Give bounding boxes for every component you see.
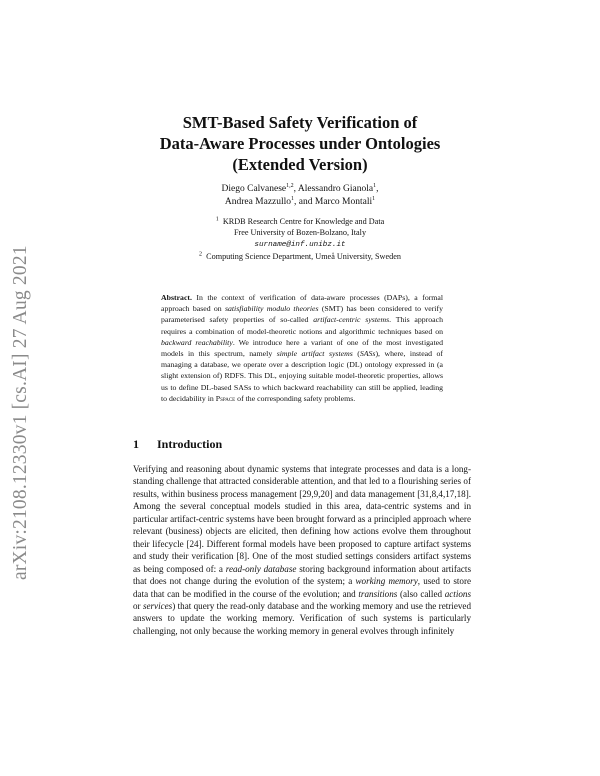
introduction-paragraph: [133, 463, 471, 637]
affiliation-email: surname@inf.unibz.it: [254, 241, 346, 249]
arxiv-identifier-stamp: arXiv:2108.12330v1 [cs.AI] 27 Aug 2021: [10, 245, 31, 580]
section-number: 1: [133, 437, 139, 451]
affiliations: [150, 216, 450, 262]
paragraph-text: storing background information about artifacts that does not change during the evolution of the system; a: [133, 563, 471, 587]
author-name: Andrea Mazzullo: [224, 197, 292, 207]
affiliation-name: Computing Science Department, Umeå University, Sweden: [206, 252, 401, 261]
title-line: (Extended Version): [232, 155, 368, 174]
section-title: Introduction: [157, 437, 223, 451]
author-list: [150, 183, 450, 209]
abstract-text: (SMT) has been considered to verify parameterised safety properties of so-called: [161, 304, 443, 325]
affiliation-line: [150, 238, 450, 251]
paper-title: [150, 112, 450, 175]
affiliation-line: [150, 251, 450, 262]
affiliation-name: KRDB Research Centre for Knowledge and Data: [222, 217, 385, 226]
abstract-emphasis: satisfiability modulo theories: [224, 304, 319, 314]
paragraph-text: or: [133, 600, 143, 611]
title-line: SMT-Based Safety Verification of: [182, 113, 418, 132]
abstract-text: . This approach requires a combination of model-theoretic notions and algorithmic techniques based on: [161, 315, 443, 336]
abstract-text: ), where, instead of managing a database, we operate over a description logic (DL) ontology expressed in (a slight extension of) RDFS. This DL, enjoying suitable model-theoretic properties, allows us to define DL-based SASs to which backward reachability can still be applied, leading to decidability in P: [161, 349, 443, 403]
paragraph-emphasis: services: [142, 600, 173, 611]
paragraph-text: Verifying and reasoning about dynamic systems that integrate processes and data is a long-standing challenge that attracted considerable attention, and that led to a flourishing series of results, within business process management [29,9,20] and data management [31,8,4,17,18]. Among the several conceptual models studied in this area, data-centric systems and in particular artifact-centric systems have been brought forward as a principled approach where relevant (business) objects are elicited, then defining how actions evolve them throughout their lifecycle [24]. Different formal models have been proposed to capture artifact systems and study their verification [8]. One of the most studied settings considers artifact systems as being composed of: a: [133, 464, 471, 574]
affiliation-line: Free University of Bozen-Bolzano, Italy: [233, 228, 367, 237]
author-affiliation-mark: 1: [372, 195, 376, 202]
section-heading: [133, 437, 222, 452]
paragraph-emphasis: read-only database: [225, 563, 297, 574]
author-separator: , and: [294, 197, 315, 207]
affiliation-line: [150, 216, 450, 227]
abstract-text: . We introduce here a variant of one of the most investigated models in this spectrum, namely: [161, 337, 443, 359]
paragraph-text: (also called: [397, 588, 445, 599]
author-separator: ,: [293, 184, 298, 194]
abstract-emphasis: SASs: [359, 349, 376, 359]
author-line: [150, 183, 450, 196]
author-name: Alessandro Gianola: [297, 184, 374, 194]
author-affiliation-mark: 1,2: [286, 182, 294, 189]
author-affiliation-mark: 1: [291, 195, 295, 202]
abstract-text: of the corresponding safety problems.: [235, 393, 356, 403]
affiliation-mark: 2: [199, 251, 203, 258]
title-line: Data-Aware Processes under Ontologies: [159, 134, 441, 153]
author-name: Marco Montali: [314, 197, 373, 207]
author-separator: ,: [376, 184, 379, 194]
abstract-text: In the context of verification of data-aware processes (DAPs), a formal approach based on: [161, 293, 443, 314]
paragraph-text: , used to store data that can be modified in the course of the evolution; and: [133, 576, 472, 599]
abstract-label: Abstract.: [161, 293, 192, 302]
abstract-emphasis: simple artifact systems: [276, 349, 353, 359]
paragraph-text: ) that query the read-only database and the working memory and use the retrieved answers to update the working memory. Verification of such systems is particularly challenging, not only because the working memory in general evolves through infinitely: [133, 600, 471, 636]
author-affiliation-mark: 1: [373, 182, 377, 189]
abstract-emphasis: backward reachability: [161, 337, 233, 347]
abstract-emphasis: artifact-centric systems: [313, 315, 390, 325]
paragraph-emphasis: actions: [444, 588, 471, 599]
abstract: [161, 292, 443, 404]
abstract-smallcaps: space: [220, 393, 236, 403]
author-line: [150, 196, 450, 209]
author-name: Diego Calvanese: [221, 184, 287, 194]
paragraph-emphasis: transitions: [358, 588, 398, 599]
paragraph-emphasis: working memory: [355, 576, 418, 587]
affiliation-mark: 1: [215, 216, 219, 223]
abstract-text: (: [352, 349, 360, 359]
